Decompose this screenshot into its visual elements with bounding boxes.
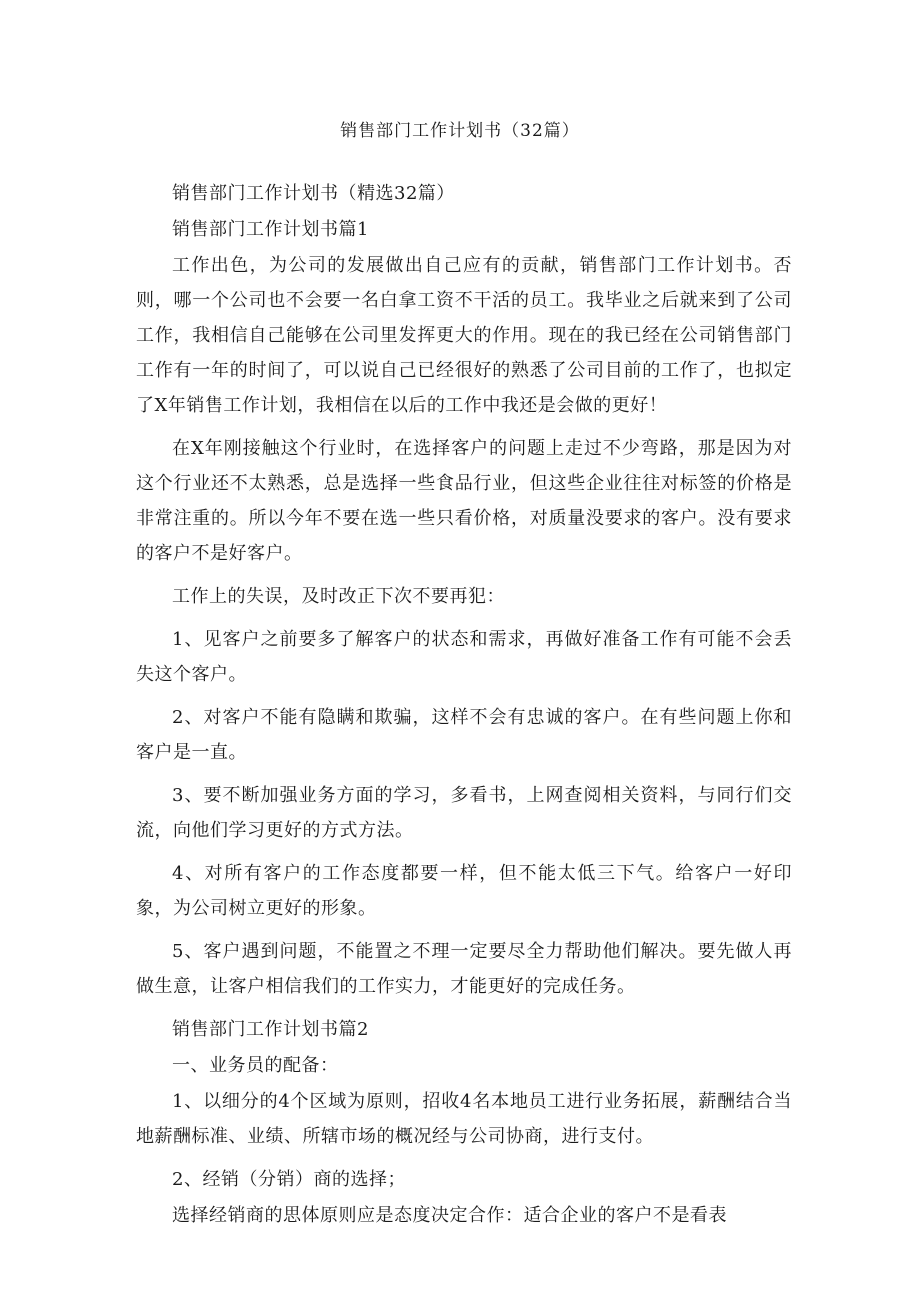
section-heading-1: 销售部门工作计划书篇1 [172, 219, 369, 240]
subtitle: 销售部门工作计划书（精选32篇） [172, 183, 455, 204]
list-item: 1、见客户之前要多了解客户的状态和需求，再做好准备工作有可能不会丢失这个客户。 [136, 629, 792, 685]
document-body [136, 176, 792, 1241]
subsection-heading: 一、业务员的配备： [172, 1055, 339, 1076]
list-item: 5、客户遇到问题，不能置之不理一定要尽全力帮助他们解决。要先做人再做生意，让客户相信我们的工作实力，才能更好的完成任务。 [136, 941, 792, 997]
document-title: 销售部门工作计划书（32篇） [340, 121, 580, 141]
list-item: 3、要不断加强业务方面的学习，多看书，上网查阅相关资料，与同行们交流，向他们学习更好的方式方法。 [136, 785, 792, 841]
paragraph: 工作出色，为公司的发展做出自己应有的贡献，销售部门工作计划书。否则，哪一个公司也不会要一名白拿工资不干活的员工。我毕业之后就来到了公司工作，我相信自己能够在公司里发挥更大的作用。现在的我已经在公司销售部门工作有一年的时间了，可以说自己已经很好的熟悉了公司目前的工作了，也拟定了X年销售工作计划，我相信在以后的工作中我还是会做的更好！ [136, 255, 792, 416]
section-heading-2: 销售部门工作计划书篇2 [172, 1019, 369, 1040]
list-item: 2、经销（分销）商的选择； [172, 1169, 406, 1190]
paragraph: 选择经销商的思体原则应是态度决定合作：适合企业的客户不是看表 [172, 1205, 727, 1226]
paragraph: 工作上的失误，及时改正下次不要再犯： [172, 586, 505, 607]
list-item: 1、以细分的4个区域为原则，招收4名本地员工进行业务拓展，薪酬结合当地薪酬标准、业绩、所辖市场的概况经与公司协商，进行支付。 [136, 1091, 792, 1147]
list-item: 4、对所有客户的工作态度都要一样，但不能太低三下气。给客户一好印象，为公司树立更好的形象。 [136, 863, 792, 919]
list-item: 2、对客户不能有隐瞒和欺骗，这样不会有忠诚的客户。在有些问题上你和客户是一直。 [136, 707, 792, 763]
paragraph: 在X年刚接触这个行业时，在选择客户的问题上走过不少弯路，那是因为对这个行业还不太熟悉，总是选择一些食品行业，但这些企业往往对标签的价格是非常注重的。所以今年不要在选一些只看价格，对质量没要求的客户。没有要求的客户不是好客户。 [136, 438, 792, 564]
